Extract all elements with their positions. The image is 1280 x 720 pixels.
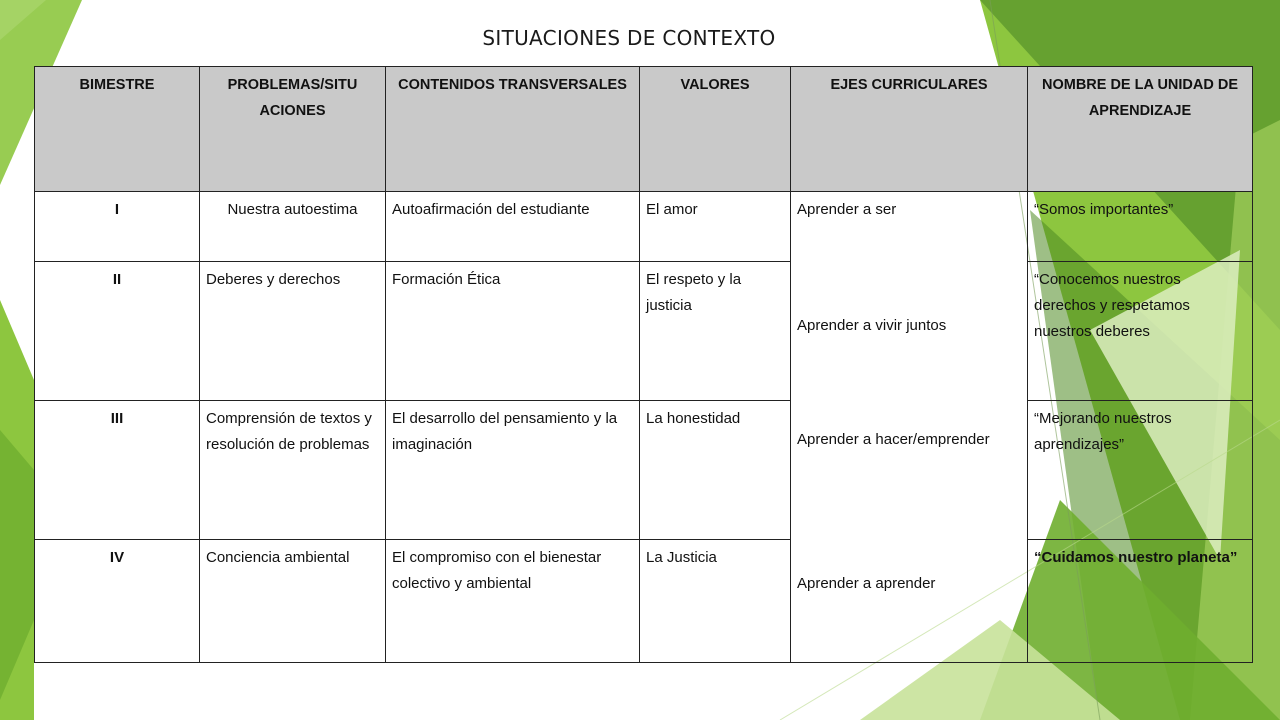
cell-bimestre: III	[35, 401, 200, 540]
header-bimestre: BIMESTRE	[35, 67, 200, 192]
header-problemas: PROBLEMAS/SITU ACIONES	[200, 67, 386, 192]
cell-contenidos: Formación Ética	[386, 262, 640, 401]
cell-valores: El amor	[640, 192, 791, 262]
table-row	[35, 262, 1253, 401]
header-valores: VALORES	[640, 67, 791, 192]
cell-nombre: “Conocemos nuestros derechos y respetamos nuestros deberes	[1028, 262, 1253, 401]
eje-item: Aprender a hacer/emprender	[797, 431, 990, 448]
eje-item: Aprender a ser	[797, 201, 897, 218]
cell-valores: El respeto y la justicia	[640, 262, 791, 401]
table-header-row	[35, 67, 1253, 192]
cell-contenidos: El desarrollo del pensamiento y la imaginación	[386, 401, 640, 540]
cell-valores: La honestidad	[640, 401, 791, 540]
cell-problemas: Comprensión de textos y resolución de problemas	[200, 401, 386, 540]
header-ejes: EJES CURRICULARES	[791, 67, 1028, 192]
eje-item: Aprender a vivir juntos	[797, 317, 947, 334]
header-nombre: NOMBRE DE LA UNIDAD DE APRENDIZAJE	[1028, 67, 1253, 192]
context-table	[34, 66, 1253, 663]
cell-nombre: “Cuidamos nuestro planeta”	[1028, 540, 1253, 663]
cell-contenidos: El compromiso con el bienestar colectivo y ambiental	[386, 540, 640, 663]
cell-problemas: Conciencia ambiental	[200, 540, 386, 663]
cell-bimestre: II	[35, 262, 200, 401]
cell-problemas: Nuestra autoestima	[200, 192, 386, 262]
slide-title: SITUACIONES DE CONTEXTO	[482, 26, 776, 50]
header-contenidos: CONTENIDOS TRANSVERSALES	[386, 67, 640, 192]
cell-valores: La Justicia	[640, 540, 791, 663]
cell-problemas: Deberes y derechos	[200, 262, 386, 401]
cell-nombre: “Somos importantes”	[1028, 192, 1253, 262]
cell-nombre: “Mejorando nuestros aprendizajes”	[1028, 401, 1253, 540]
cell-contenidos: Autoafirmación del estudiante	[386, 192, 640, 262]
cell-bimestre: I	[35, 192, 200, 262]
table-row	[35, 540, 1253, 663]
eje-item: Aprender a aprender	[797, 575, 936, 592]
table-row	[35, 192, 1253, 262]
cell-bimestre: IV	[35, 540, 200, 663]
table-row	[35, 401, 1253, 540]
cell-ejes-curriculares	[791, 192, 1028, 663]
